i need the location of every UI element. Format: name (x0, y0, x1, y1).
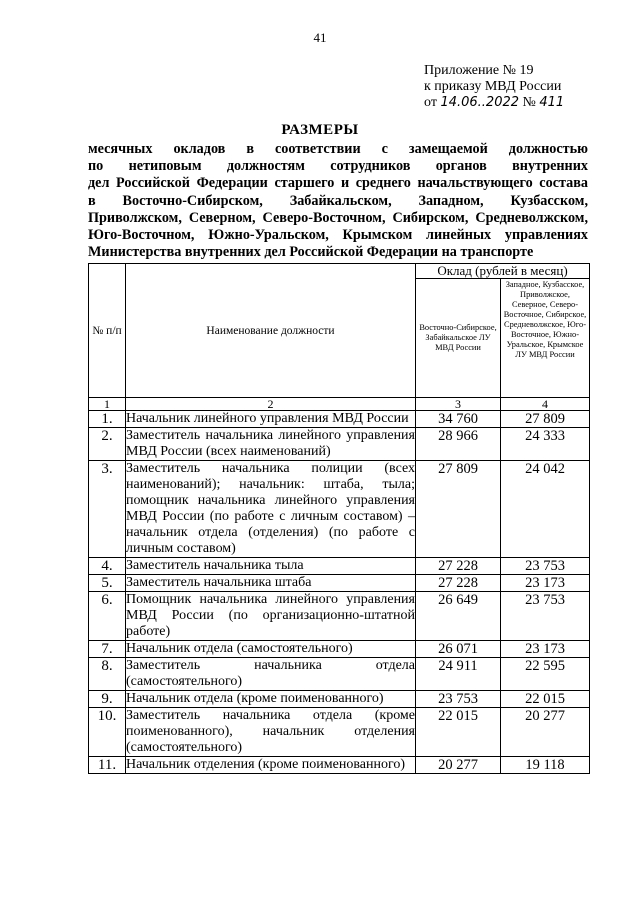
header-col-western: Западное, Кузбасское, Приволжское, Северное, Северо-Восточное, Сибирское, Средневолжское, Юго-Восточное, Южно-Уральское, Крымское ЛУ МВД России (501, 279, 590, 398)
subtitle-line: по нетиповым должностям сотрудников органов внутренних (88, 158, 588, 175)
appendix-date: 14.06..2022 (440, 95, 520, 110)
header-salary: Оклад (рублей в месяц) (416, 264, 590, 279)
salary-east-siberian: 22 015 (416, 708, 501, 757)
table-row (89, 592, 590, 641)
header-position-name: Наименование должности (126, 264, 416, 398)
table-row (89, 558, 590, 575)
salary-east-siberian: 23 753 (416, 691, 501, 708)
header-number: № п/п (89, 264, 126, 398)
document-title: РАЗМЕРЫ (281, 122, 359, 138)
subtitle-line: Министерства внутренних дел Российской Федерации на транспорте (88, 244, 534, 261)
position-name: Начальник отдела (кроме поименованного) (126, 691, 416, 708)
position-name: Заместитель начальника тыла (126, 558, 416, 575)
table-row (89, 641, 590, 658)
header-index: 3 (416, 398, 501, 411)
row-number: 11. (89, 757, 126, 774)
salary-western: 23 753 (501, 592, 590, 641)
salary-western: 22 595 (501, 658, 590, 691)
salary-western: 24 333 (501, 428, 590, 461)
position-name: Заместитель начальника полиции (всех наименований); начальник: штаба, тыла; помощник начальника линейного управления МВД России (по работе с личным составом) – начальник отдела (отделения) (по работе с личным составом) (126, 461, 415, 556)
position-name: Начальник отделения (кроме поименованного) (126, 757, 416, 774)
appendix-line-1: Приложение № 19 (424, 63, 534, 78)
appendix-number: 411 (539, 95, 565, 110)
salary-western: 27 809 (501, 411, 590, 428)
subtitle-line: дел Российской Федерации старшего и среднего начальствующего состава (88, 175, 588, 192)
salary-east-siberian: 34 760 (416, 411, 501, 428)
salary-western: 23 753 (501, 558, 590, 575)
table-row (89, 757, 590, 774)
salary-east-siberian: 27 809 (416, 461, 501, 558)
salary-east-siberian: 20 277 (416, 757, 501, 774)
salary-western: 22 015 (501, 691, 590, 708)
salary-western: 23 173 (501, 641, 590, 658)
row-number: 6. (89, 592, 126, 641)
row-number: 3. (89, 461, 126, 558)
header-index: 2 (126, 398, 416, 411)
salary-east-siberian: 24 911 (416, 658, 501, 691)
table-row (89, 411, 590, 428)
appendix-number-sign: № (522, 95, 536, 110)
row-number: 5. (89, 575, 126, 592)
appendix-line-2: к приказу МВД России (424, 79, 562, 94)
position-name: Начальник отдела (самостоятельного) (126, 641, 416, 658)
position-name: Заместитель начальника отдела (самостоятельного) (126, 658, 415, 689)
header-index: 1 (89, 398, 126, 411)
salary-western: 20 277 (501, 708, 590, 757)
table-row (89, 708, 590, 757)
position-name: Заместитель начальника штаба (126, 575, 416, 592)
row-number: 9. (89, 691, 126, 708)
salary-western: 23 173 (501, 575, 590, 592)
salary-east-siberian: 26 071 (416, 641, 501, 658)
salary-east-siberian: 26 649 (416, 592, 501, 641)
salary-western: 24 042 (501, 461, 590, 558)
appendix-date-prefix: от (424, 95, 437, 110)
subtitle-line: Юго-Восточном, Южно-Уральском, Крымском линейных управлениях (88, 226, 588, 243)
row-number: 10. (89, 708, 126, 757)
position-name: Помощник начальника линейного управления МВД России (по организационно-штатной работе) (126, 592, 415, 639)
row-number: 1. (89, 411, 126, 428)
subtitle-line: месячных окладов в соответствии с замещаемой должностью (88, 141, 588, 157)
row-number: 4. (89, 558, 126, 575)
header-col-east-siberian: Восточно-Сибирское, Забайкальское ЛУ МВД России (416, 279, 501, 398)
subtitle-line: Приволжском, Северном, Северо-Восточном, Сибирском, Средневолжском, (88, 209, 588, 226)
salary-table (88, 263, 590, 774)
position-name: Заместитель начальника отдела (кроме поименованного), начальник отделения (самостоятельного) (126, 708, 415, 755)
salary-east-siberian: 27 228 (416, 558, 501, 575)
salary-east-siberian: 27 228 (416, 575, 501, 592)
position-name: Заместитель начальника линейного управления МВД России (всех наименований) (126, 428, 415, 459)
appendix-line-3 (424, 95, 564, 111)
appendix-header (424, 63, 564, 111)
row-number: 8. (89, 658, 126, 691)
header-index: 4 (501, 398, 590, 411)
table-row (89, 691, 590, 708)
salary-western: 19 118 (501, 757, 590, 774)
table-row (89, 575, 590, 592)
salary-east-siberian: 28 966 (416, 428, 501, 461)
row-number: 2. (89, 428, 126, 461)
table-row (89, 461, 590, 558)
position-name: Начальник линейного управления МВД России (126, 411, 416, 428)
row-number: 7. (89, 641, 126, 658)
page-number: 41 (313, 30, 327, 45)
subtitle-line: в Восточно-Сибирском, Забайкальском, Западном, Кузбасском, (88, 192, 588, 209)
document-subtitle (88, 141, 588, 261)
table-row (89, 428, 590, 461)
table-row (89, 658, 590, 691)
